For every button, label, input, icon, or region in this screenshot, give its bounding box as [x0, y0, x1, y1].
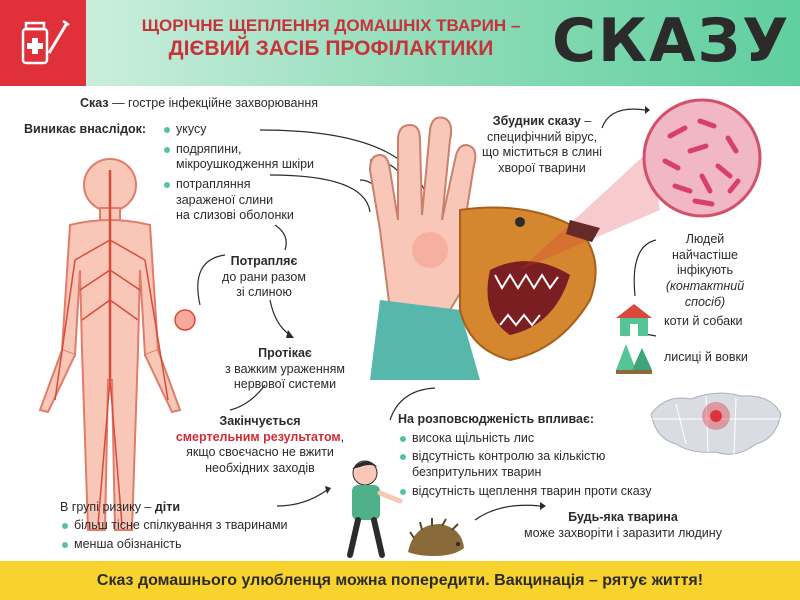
spread-item-label: висока щільність лис — [412, 430, 535, 445]
animals-wild: лисиці й вовки — [664, 350, 748, 364]
cause-item-label: потрапляння зараженої слини на слизові оболонки — [176, 176, 294, 223]
child-illustration — [330, 455, 410, 560]
flow-arrows — [190, 220, 310, 420]
title-big: СКАЗУ — [552, 6, 791, 76]
spread-item-label: відсутність контролю за кількістю безпритульних тварин — [412, 449, 606, 479]
definition — [80, 96, 318, 112]
spread-item — [398, 431, 718, 447]
spread-title: На розповсюдженість впливає: — [398, 412, 595, 426]
virus-illustration — [640, 96, 764, 220]
cause-item-label: укусу — [176, 122, 207, 136]
risk-list — [60, 518, 330, 552]
risk-item-label: більш тісне спілкування з тваринами — [74, 518, 288, 532]
page-title — [96, 16, 566, 62]
spread-item-label: відсутність щеплення тварин проти сказу — [412, 483, 652, 498]
infect-text: Людей найчастіше інфікують — [671, 232, 739, 278]
vaccine-logo — [0, 0, 86, 86]
risk-item — [60, 537, 330, 553]
hedgehog-illustration — [404, 518, 468, 558]
pathogen-title: Збудник сказу — [492, 114, 581, 128]
step-3-text: якщо своєчасно не вжити необхідних заходів — [186, 445, 334, 475]
title-line-1: ЩОРІЧНЕ ЩЕПЛЕННЯ ДОМАШНІХ ТВАРИН – — [141, 16, 521, 35]
risk-label: В групі ризику – — [60, 500, 152, 514]
house-icon — [614, 302, 654, 338]
any-animal-text: може захворіти і заразити людину — [524, 525, 722, 540]
spread-section — [398, 412, 718, 499]
definition-term: Сказ — [80, 96, 109, 110]
spread-item — [398, 484, 718, 500]
risk-heading — [60, 500, 180, 516]
step-3-tail: , — [340, 429, 345, 444]
definition-text: — гостре інфекційне захворювання — [108, 96, 319, 110]
infect-method: (контактний спосіб) — [665, 278, 745, 309]
infect-note — [650, 232, 760, 310]
footer-text: Сказ домашнього улюбленця можна попередити. Вакцинація – рятує життя! — [96, 571, 704, 589]
forest-icon — [614, 340, 654, 376]
footer-banner — [0, 561, 800, 600]
pathogen-arrow — [600, 100, 650, 130]
step-2-text: з важким ураженням нервової системи — [224, 361, 346, 392]
spread-item — [398, 449, 718, 480]
risk-item-label: менша обізнаність — [74, 536, 182, 551]
step-3-title: Закінчується — [219, 414, 301, 428]
risk-who: діти — [154, 500, 181, 514]
any-animal-arrow — [470, 492, 550, 522]
vaccine-icon — [13, 13, 73, 73]
pathogen-note — [462, 114, 622, 177]
step-1-title: Потрапляє — [230, 254, 298, 268]
step-1-text: до рани разом зі слиною — [222, 269, 306, 300]
animals-pets: коти й собаки — [664, 314, 743, 328]
causes-label: Виникає внаслідок: — [24, 122, 147, 136]
any-animal-title: Будь-яка тварина — [568, 510, 678, 524]
spread-arrow — [380, 385, 440, 425]
title-line-2: ДІЄВИЙ ЗАСІБ ПРОФІЛАКТИКИ — [168, 37, 494, 61]
pathogen-text: – специфічний вірус, що міститься в слині хворої тварини — [482, 114, 602, 175]
step-2-title: Протікає — [258, 346, 312, 360]
step-3-red: смертельним результатом — [175, 429, 341, 444]
risk-arrow — [275, 480, 335, 510]
risk-item — [60, 518, 330, 534]
cause-item-label: подряпини, мікроушкодження шкіри — [176, 141, 315, 172]
